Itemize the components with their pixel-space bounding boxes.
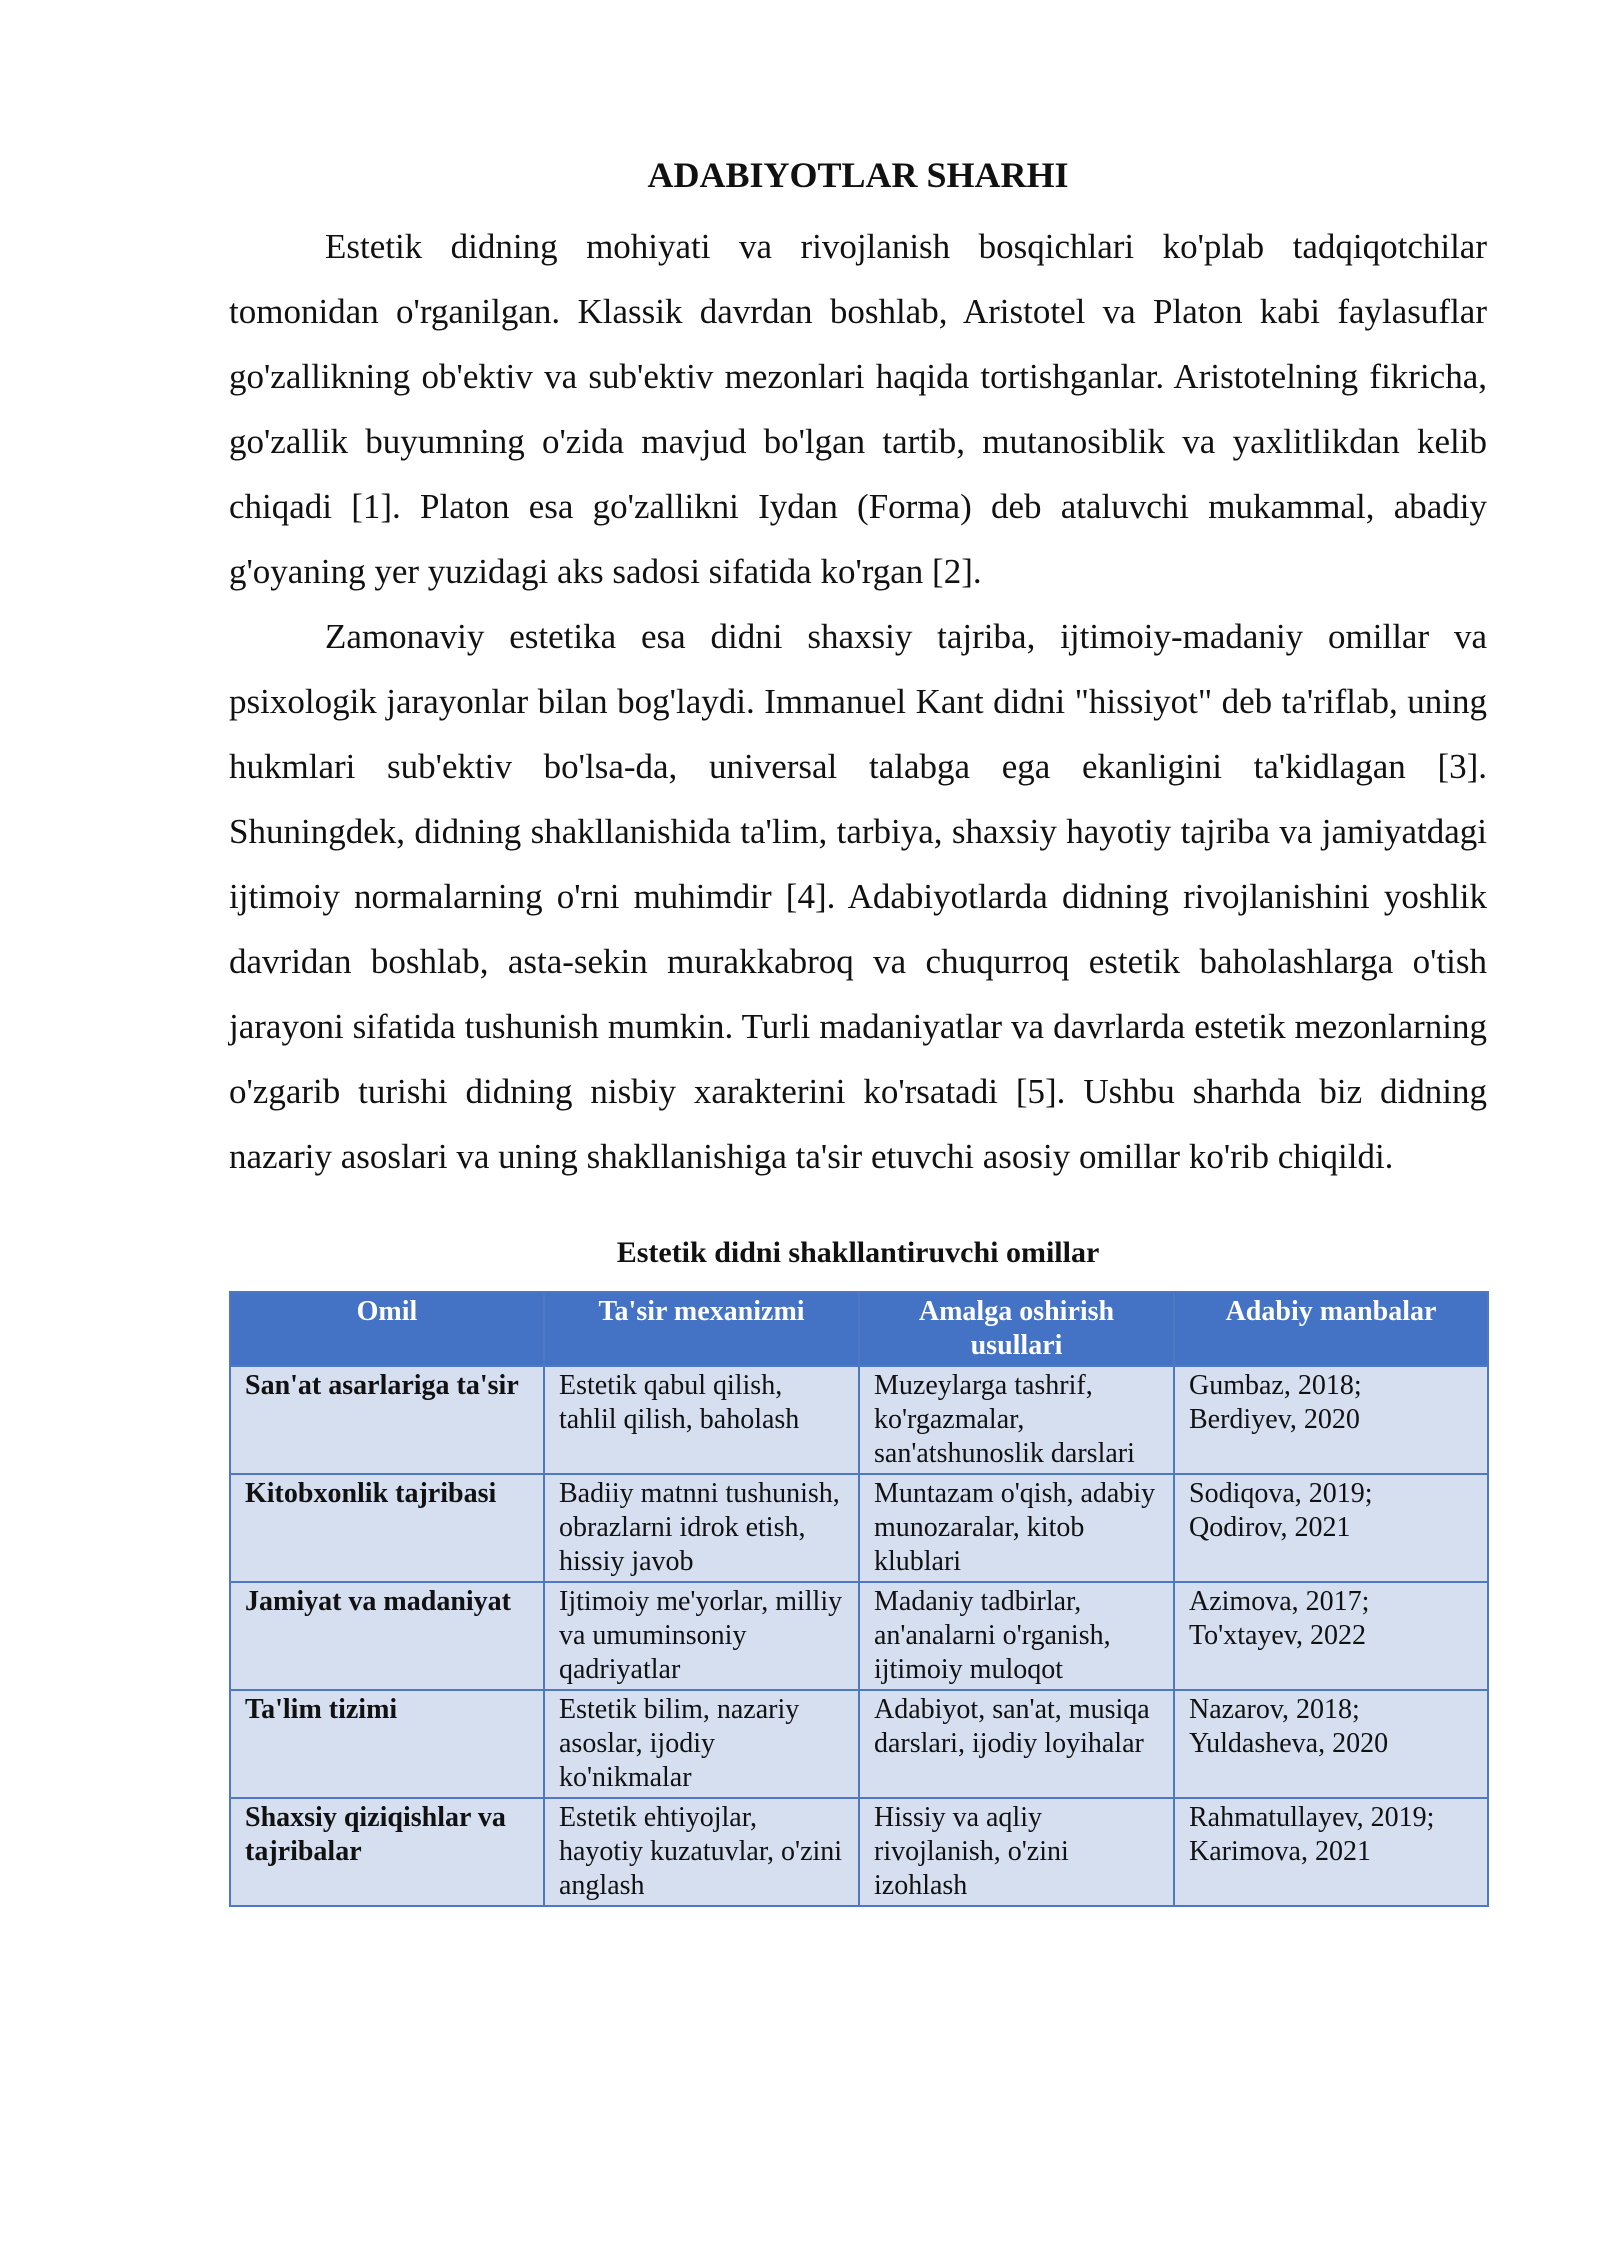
cell-factor: San'at asarlariga ta'sir bbox=[230, 1366, 544, 1474]
cell-factor: Shaxsiy qiziqishlar va tajribalar bbox=[230, 1798, 544, 1906]
cell-sources: Nazarov, 2018; Yuldasheva, 2020 bbox=[1174, 1690, 1488, 1798]
header-mechanism: Ta'sir mexanizmi bbox=[544, 1292, 859, 1366]
cell-sources: Azimova, 2017; To'xtayev, 2022 bbox=[1174, 1582, 1488, 1690]
header-methods: Amalga oshirish usullari bbox=[859, 1292, 1174, 1366]
table-header-row bbox=[230, 1292, 1488, 1366]
factors-table bbox=[229, 1291, 1489, 1907]
table-row bbox=[230, 1690, 1488, 1798]
cell-mechanism: Estetik bilim, nazariy asoslar, ijodiy ko'nikmalar bbox=[544, 1690, 859, 1798]
cell-mechanism: Estetik ehtiyojlar, hayotiy kuzatuvlar, o'zini anglash bbox=[544, 1798, 859, 1906]
cell-factor: Ta'lim tizimi bbox=[230, 1690, 544, 1798]
document-page bbox=[229, 150, 1487, 1907]
table-row bbox=[230, 1798, 1488, 1906]
cell-mechanism: Ijtimoiy me'yorlar, milliy va umuminsoniy qadriyatlar bbox=[544, 1582, 859, 1690]
cell-methods: Hissiy va aqliy rivojlanish, o'zini izohlash bbox=[859, 1798, 1174, 1906]
table-caption: Estetik didni shakllantiruvchi omillar bbox=[616, 1236, 1100, 1269]
table-row bbox=[230, 1366, 1488, 1474]
cell-mechanism: Estetik qabul qilish, tahlil qilish, baholash bbox=[544, 1366, 859, 1474]
header-factor: Omil bbox=[230, 1292, 544, 1366]
cell-factor: Jamiyat va madaniyat bbox=[230, 1582, 544, 1690]
header-sources: Adabiy manbalar bbox=[1174, 1292, 1488, 1366]
section-title: ADABIYOTLAR SHARHI bbox=[647, 155, 1069, 195]
cell-methods: Adabiyot, san'at, musiqa darslari, ijodiy loyihalar bbox=[859, 1690, 1174, 1798]
cell-sources: Gumbaz, 2018; Berdiyev, 2020 bbox=[1174, 1366, 1488, 1474]
cell-factor: Kitobxonlik tajribasi bbox=[230, 1474, 544, 1582]
cell-sources: Rahmatullayev, 2019; Karimova, 2021 bbox=[1174, 1798, 1488, 1906]
cell-methods: Madaniy tadbirlar, an'analarni o'rganish, ijtimoiy muloqot bbox=[859, 1582, 1174, 1690]
cell-methods: Muzeylarga tashrif, ko'rgazmalar, san'atshunoslik darslari bbox=[859, 1366, 1174, 1474]
table-row bbox=[230, 1582, 1488, 1690]
cell-mechanism: Badiiy matnni tushunish, obrazlarni idrok etish, hissiy javob bbox=[544, 1474, 859, 1582]
paragraph-2: Zamonaviy estetika esa didni shaxsiy tajriba, ijtimoiy-madaniy omillar va psixologik jarayonlar bilan bog'laydi. Immanuel Kant didni "hissiyot" deb ta'riflab, uning hukmlari sub'ektiv bo'lsa-da, universal talabga ega ekanligini ta'kidlagan [3]. Shuningdek, didning shakllanishida ta'lim, tarbiya, shaxsiy hayotiy tajriba va jamiyatdagi ijtimoiy normalarning o'rni muhimdir [4]. Adabiyotlarda didning rivojlanishini yoshlik davridan boshlab, asta-sekin murakkabroq va chuqurroq estetik baholashlarga o'tish jarayoni sifatida tushunish mumkin. Turli madaniyatlar va davrlarda estetik mezonlarning o'zgarib turishi didning nisbiy xarakterini ko'rsatadi [5]. Ushbu sharhda biz didning nazariy asoslari va uning shakllanishiga ta'sir etuvchi asosiy omillar ko'rib chiqildi. bbox=[229, 617, 1487, 1176]
paragraph-1: Estetik didning mohiyati va rivojlanish bosqichlari ko'plab tadqiqotchilar tomonidan o'rganilgan. Klassik davrdan boshlab, Aristotel va Platon kabi faylasuflar go'zallikning ob'ektiv va sub'ektiv mezonlari haqida tortishganlar. Aristotelning fikricha, go'zallik buyumning o'zida mavjud bo'lgan tartib, mutanosiblik va yaxlitlikdan kelib chiqadi [1]. Platon esa go'zallikni Iydan (Forma) deb ataluvchi mukammal, abadiy g'oyaning yer yuzidagi aks sadosi sifatida ko'rgan [2]. bbox=[229, 227, 1487, 591]
table-row bbox=[230, 1474, 1488, 1582]
cell-methods: Muntazam o'qish, adabiy munozaralar, kitob klublari bbox=[859, 1474, 1174, 1582]
cell-sources: Sodiqova, 2019; Qodirov, 2021 bbox=[1174, 1474, 1488, 1582]
